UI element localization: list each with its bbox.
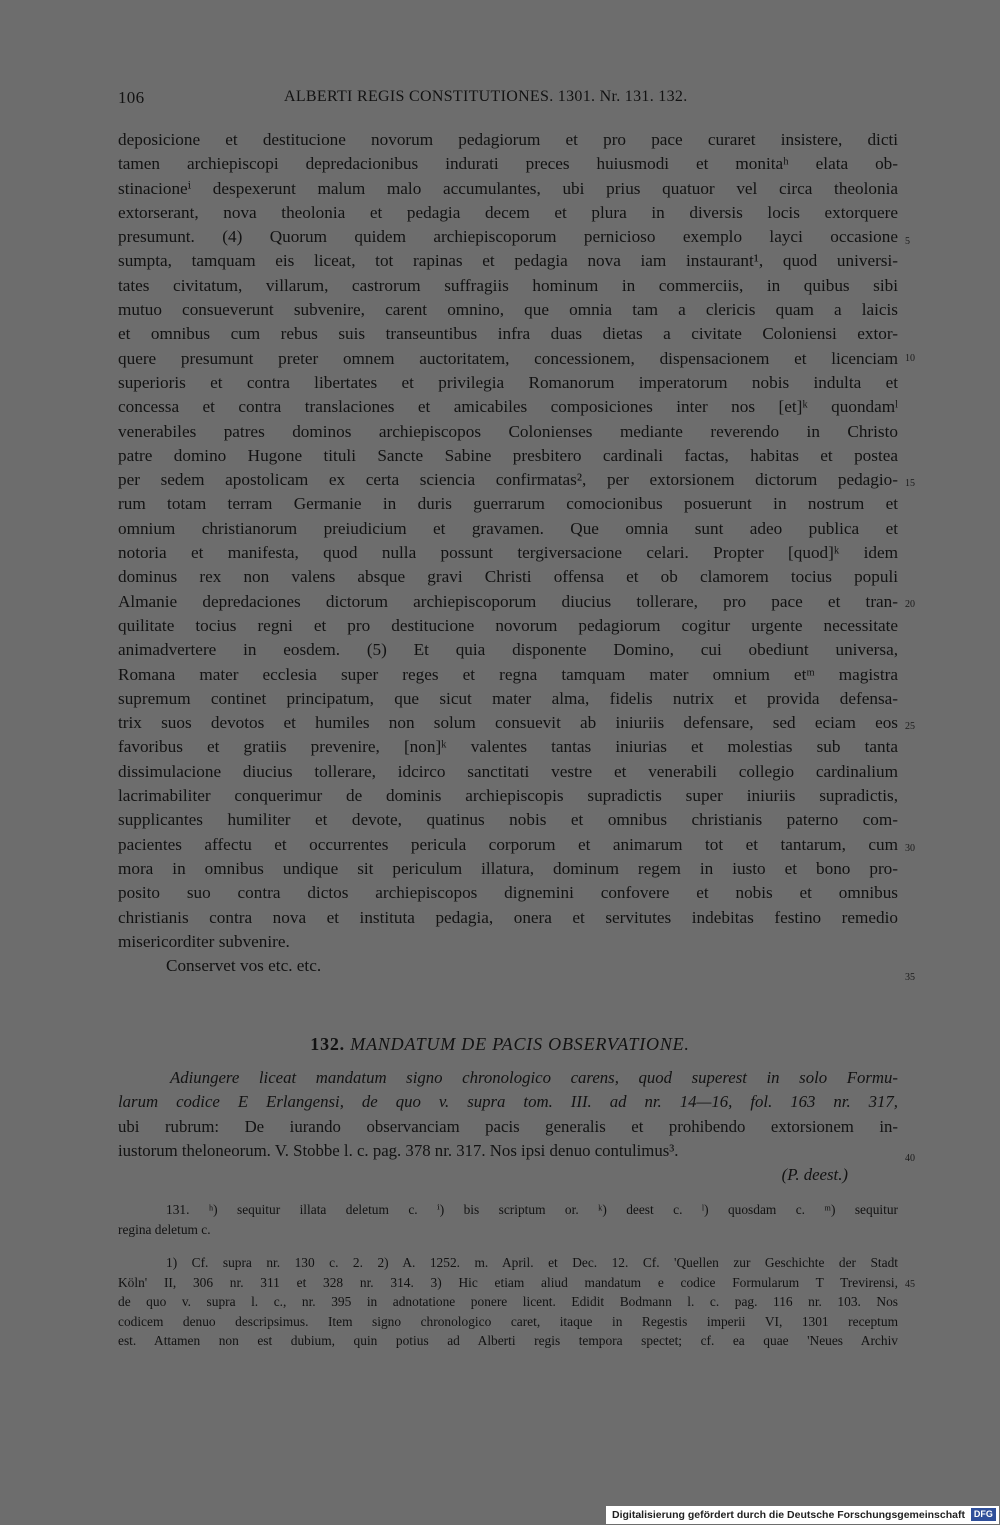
text-line: mora in omnibus undique sit periculum illatura, dominum regem in iusto et bono pro- <box>118 858 898 878</box>
text-line: notoria et manifesta, quod nulla possunt tergiversacione celari. Propter [quod]ᵏ idem <box>118 543 898 563</box>
text-line: concessa et contra translaciones et amicabiles composiciones inter nos [et]ᵏ quondamˡ <box>118 397 898 417</box>
text-line: tates civitatum, villarum, castrorum suffragiis hominum in commerciis, in quibus sibi <box>118 275 898 295</box>
text-line: rum totam terram Germanie in duris guerrarum comocionibus posuerunt in nostrum et <box>118 494 898 514</box>
text-line: omnium christianorum preiudicium et gravamen. Que omnia sunt adeo publica et <box>118 518 898 538</box>
text-line: posito suo contra dictos archiepiscopos dignemini confovere et nobis et omnibus <box>118 883 898 903</box>
footnote-line: codicem denuo descripsimus. Item signo chronologico caret, itaque in Regestis imperii VI, 1301 receptum <box>118 1313 898 1329</box>
text-line: per sedem apostolicam ex certa sciencia confirmatas², per extorsionem dictorum pedagio- <box>118 470 898 490</box>
text-line: supplicantes humiliter et devote, quatinus nobis et omnibus christianis paterno com- <box>118 810 898 830</box>
text-line: quere presumunt preter omnem auctoritatem, concessionem, dispensacionem et licenciam <box>118 348 898 368</box>
text-line: supremum continet principatum, que sicut mater alma, fidelis nutrix et provida defensa- <box>118 688 898 708</box>
text-line: pacientes affectu et occurrentes pericula corporum et animarum tot et tantarum, cum <box>118 834 898 854</box>
line-number: 25 <box>905 721 915 732</box>
running-title: ALBERTI REGIS CONSTITUTIONES. 1301. Nr. 131. 132. <box>284 88 688 105</box>
text-line: mutuo consueverunt subvenire, carent omnino, que omnia tam a clericis quam a laicis <box>118 300 898 320</box>
text-line: et omnibus cum rebus suis transeuntibus infra duas dietas a civitate Coloniensi extor- <box>118 324 898 344</box>
text-line: extorserant, nova theolonia et pedagia decem et plura in diversis locis extorquere <box>118 202 898 222</box>
funding-footer <box>606 1506 999 1524</box>
footnote-line: Köln' II, 306 nr. 311 et 328 nr. 314. 3) Hic etiam aliud mandatum e codice Formularum T Trevirensi, <box>118 1274 898 1290</box>
text-line: trix suos devotos et humiles non solum consuevit ab iniuriis defensare, sed eciam eos <box>118 713 898 733</box>
intro-line: Adiungere liceat mandatum signo chronologico carens, quod superest in solo Formu- <box>170 1068 898 1087</box>
line-number: 5 <box>905 236 910 247</box>
text-line: stinacioneⁱ despexerunt malum malo accumulantes, ubi prius quatuor vel circa theolonia <box>118 178 898 198</box>
text-line: patre domino Hugone tituli Sancte Sabine presbitero cardinali factas, habitas et postea <box>118 445 898 465</box>
footnote-line: 131. ʰ) sequitur illata deletum c. ⁱ) bis scriptum or. ᵏ) deest c. ˡ) quosdam c. ᵐ) sequitur <box>166 1202 898 1217</box>
section-title: MANDATUM DE PACIS OBSERVATIONE. <box>350 1034 690 1054</box>
footnote-line: de quo v. supra l. c., nr. 395 in adnotatione ponere licent. Edidit Bodmann l. c. pag. 116 nr. 103. Nos <box>118 1294 898 1309</box>
text-line: venerabiles patres dominos archiepiscopos Colonienses mediante reverendo in Christo <box>118 421 898 441</box>
intro-line: iustorum theloneorum. V. Stobbe l. c. pag. 378 nr. 317. Nos ipsi denuo contulimus³. <box>118 1140 679 1160</box>
text-line: animadvertere in eosdem. (5) Et quia disponente Domino, cui obediunt universa, <box>118 640 898 660</box>
funding-text: Digitalisierung gefördert durch die Deutsche Forschungsgemeinschaft <box>612 1509 965 1521</box>
editorial-intro <box>118 1066 898 1187</box>
print-note: (P. deest.) <box>781 1165 848 1185</box>
line-number: 35 <box>905 972 915 983</box>
line-number: 10 <box>905 353 915 364</box>
line-number: 45 <box>905 1279 915 1290</box>
line-number: 40 <box>905 1153 915 1164</box>
main-text <box>118 128 898 978</box>
footnotes <box>118 1200 898 1351</box>
text-line: christianis contra nova et instituta pedagia, onera et servitutes indebitas festino remedio <box>118 907 898 927</box>
text-line: Romana mater ecclesia super reges et regna tamquam mater omnium etᵐ magistra <box>118 664 898 684</box>
text-line: Almanie depredaciones dictorum archiepiscoporum diucius tollerare, pro pace et tran- <box>118 591 898 611</box>
text-line: deposicione et destitucione novorum pedagiorum et pro pace curaret insistere, dicti <box>118 130 898 149</box>
text-line: superioris et contra libertates et privilegia Romanorum imperatorum nobis indulta et <box>118 372 898 392</box>
text-line: favoribus et gratiis prevenire, [non]ᵏ valentes tantas iniurias et molestias sub tanta <box>118 737 898 757</box>
line-number: 15 <box>905 478 915 489</box>
text-line: presumunt. (4) Quorum quidem archiepiscoporum pernicioso exemplo layci occasione <box>118 227 898 247</box>
intro-line: larum codice E Erlangensi, de quo v. supra tom. III. ad nr. 14—16, fol. 163 nr. 317, <box>118 1092 898 1112</box>
dfg-logo: DFG <box>971 1508 996 1521</box>
text-line: dominus rex non valens absque gravi Christi offensa et ob clamorem tocius populi <box>118 567 898 587</box>
text-line: tamen archiepiscopi depredacionibus indurati preces huiusmodi et monitaʰ elata ob- <box>118 154 898 174</box>
footnote-line: regina deletum c. <box>118 1221 211 1237</box>
text-line: misericorditer subvenire. <box>118 931 290 951</box>
intro-line: ubi rubrum: De iurando observanciam pacis generalis et prohibendo extorsionem in- <box>118 1116 898 1136</box>
text-line: lacrimabiliter conquerimur de dominis archiepiscopis supradictis super iniuriis supradictis, <box>118 786 898 806</box>
footnote-line: est. Attamen non est dubium, quin potius ad Alberti regis tempora spectet; cf. ea quae 'Neues Archiv <box>118 1333 898 1348</box>
line-number: 20 <box>905 599 915 610</box>
footnote-line: 1) Cf. supra nr. 130 c. 2. 2) A. 1252. m. April. et Dec. 12. Cf. 'Quellen zur Geschichte der Stadt <box>166 1255 898 1270</box>
text-line: sumpta, tamquam eis liceat, tot rapinas et pedagia nova iam instaurant¹, quod universi- <box>118 251 898 271</box>
text-line: quilitate tocius regni et pro destitucione novorum pedagiorum cogitur urgente necessitate <box>118 615 898 635</box>
page-number: 106 <box>118 88 145 107</box>
section-heading <box>0 1034 1000 1055</box>
text-line: dissimulacione diucius tollerare, idcirco sanctitati vestre et venerabili collegio cardinalium <box>118 761 898 781</box>
line-number: 30 <box>905 843 915 854</box>
section-number: 132. <box>310 1034 345 1054</box>
closing-formula: Conservet vos etc. etc. <box>166 956 322 976</box>
